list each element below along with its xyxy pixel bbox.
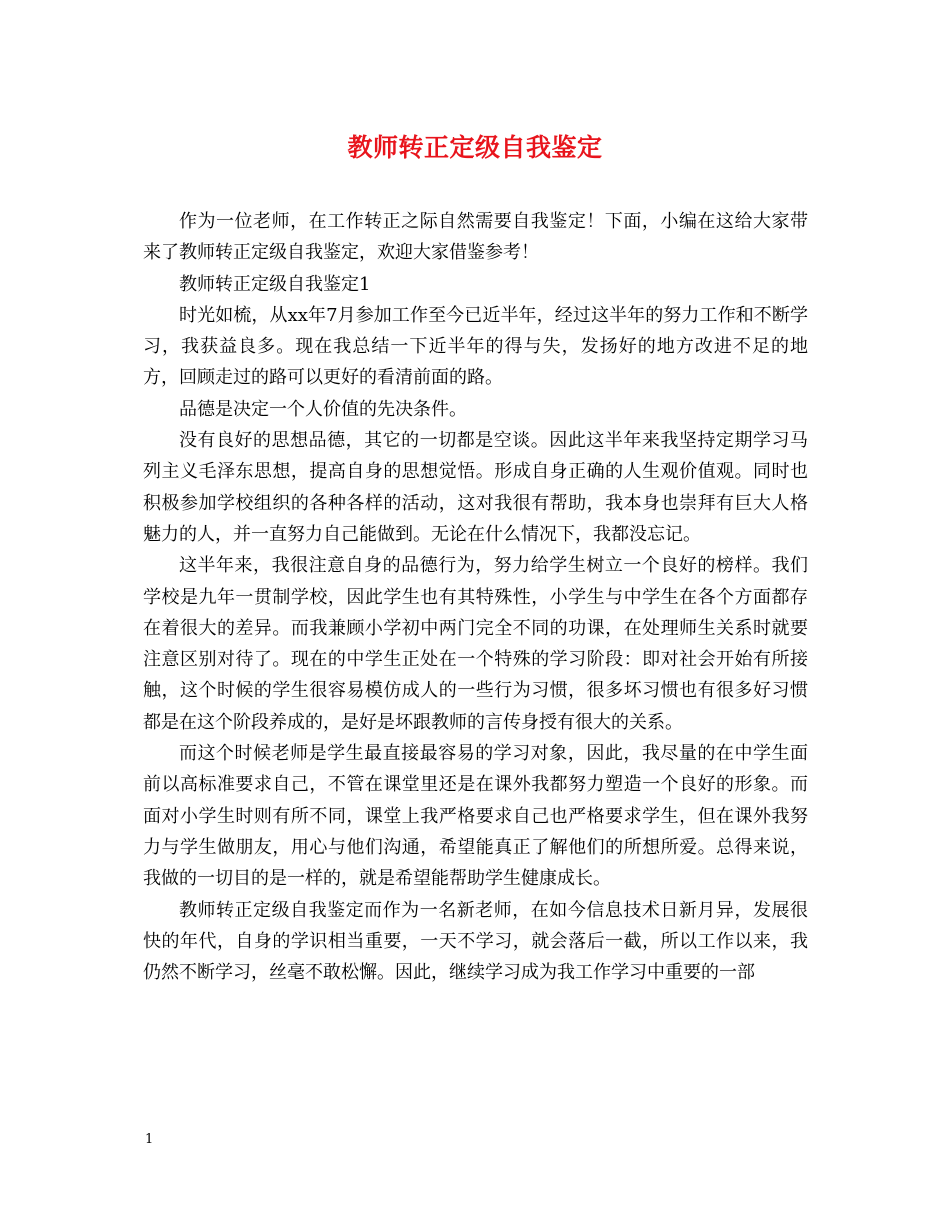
document-title: 教师转正定级自我鉴定	[347, 133, 603, 162]
paragraph-heading-1: 教师转正定级自我鉴定1	[179, 273, 371, 295]
paragraph: 时光如梳，从xx年7月参加工作至今已近半年，经过这半年的努力工作和不断学习，我获益良多。现在我总结一下近半年的得与失，发扬好的地方改进不足的地方，回顾走过的路可以更好的看清前面的路。	[143, 304, 808, 389]
paragraph: 这半年来，我很注意自身的品德行为，努力给学生树立一个良好的榜样。我们学校是九年一贯制学校，因此学生也有其特殊性，小学生与中学生在各个方面都存在着很大的差异。而我兼顾小学初中两门完全不同的功课，在处理师生关系时就要注意区别对待了。现在的中学生正处在一个特殊的学习阶段：即对社会开始有所接触，这个时候的学生很容易模仿成人的一些行为习惯，很多坏习惯也有很多好习惯都是在这个阶段养成的，是好是坏跟教师的言传身授有很大的关系。	[143, 555, 808, 733]
document-body	[143, 206, 808, 988]
paragraph: 没有良好的思想品德，其它的一切都是空谈。因此这半年来我坚持定期学习马列主义毛泽东思想，提高自身的思想觉悟。形成自身正确的人生观价值观。同时也积极参加学校组织的各种各样的活动，这对我很有帮助，我本身也崇拜有巨大人格魅力的人，并一直努力自己能做到。无论在什么情况下，我都没忘记。	[143, 430, 808, 545]
paragraph: 教师转正定级自我鉴定而作为一名新老师，在如今信息技术日新月异，发展很快的年代，自身的学识相当重要，一天不学习，就会落后一截，所以工作以来，我仍然不断学习，丝毫不敢松懈。因此，继续学习成为我工作学习中重要的一部	[143, 899, 808, 984]
page-number: 1	[145, 1132, 154, 1147]
paragraph: 而这个时候老师是学生最直接最容易的学习对象，因此，我尽量的在中学生面前以高标准要求自己，不管在课堂里还是在课外我都努力塑造一个良好的形象。而面对小学生时则有所不同，课堂上我严格要求自己也严格要求学生，但在课外我努力与学生做朋友，用心与他们沟通，希望能真正了解他们的所想所爱。总得来说，我做的一切目的是一样的，就是希望能帮助学生健康成长。	[143, 743, 808, 890]
paragraph: 品德是决定一个人价值的先决条件。	[179, 398, 467, 420]
paragraph-intro: 作为一位老师，在工作转正之际自然需要自我鉴定！下面，小编在这给大家带来了教师转正定级自我鉴定，欢迎大家借鉴参考！	[143, 211, 808, 264]
